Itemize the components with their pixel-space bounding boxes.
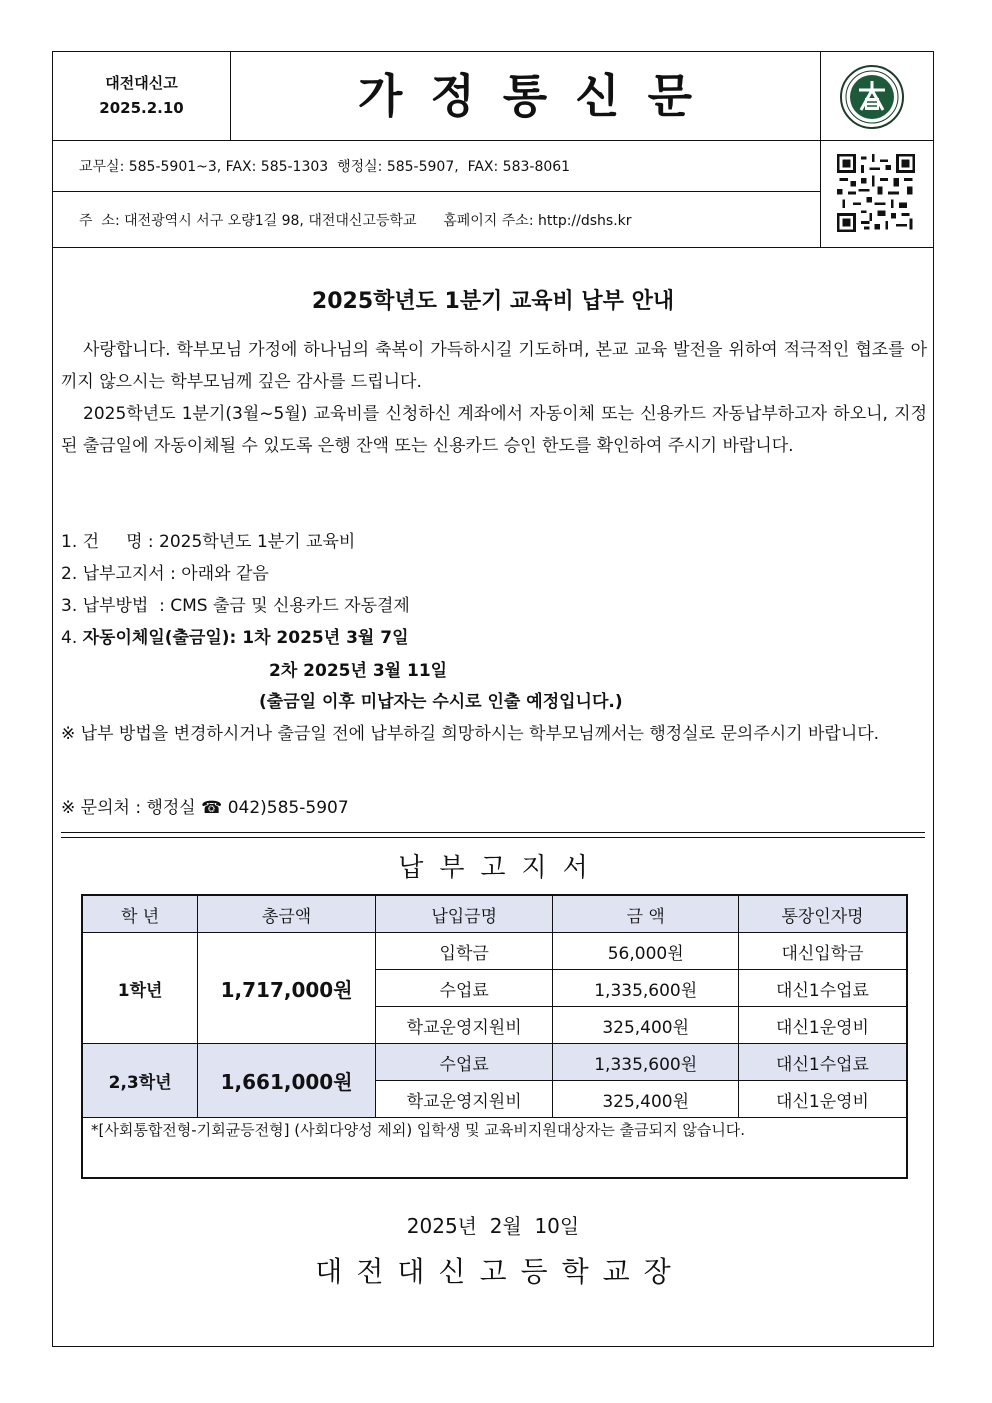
- grade-1-total: 1,717,000원: [198, 933, 376, 1044]
- letter-header: [53, 52, 933, 248]
- list-item-bill: 2. 납부고지서 : 아래와 같음: [61, 564, 269, 584]
- list-item-number: 4.: [61, 628, 83, 648]
- change-remark: ※ 납부 방법을 변경하시거나 출금일 전에 납부하길 희망하시는 학부모님께서는 행정실로 문의주시기 바랍니다.: [61, 724, 880, 744]
- item-amount: 56,000원: [553, 933, 739, 970]
- page-title: 가정통신문: [357, 69, 721, 123]
- item-name: 입학금: [375, 933, 552, 970]
- table-row: [82, 933, 907, 970]
- list-item-method: 3. 납부방법 : CMS 출금 및 신용카드 자동결제: [61, 596, 410, 616]
- bill-table: [81, 894, 908, 1118]
- table-row: [82, 1044, 907, 1081]
- item-account: 대신1운영비: [739, 1007, 907, 1044]
- item-account: 대신1수업료: [739, 970, 907, 1007]
- issue-date: 2025.2.10: [99, 99, 184, 117]
- bill-footnote: *[사회통합전형-기회균등전형] (사회다양성 제외) 입학생 및 교육비지원대상자는 출금되지 않습니다.: [81, 1112, 908, 1179]
- item-account: 대신1수업료: [739, 1044, 907, 1081]
- bill-title: 납부고지서: [398, 853, 604, 883]
- item-name: 수업료: [375, 1044, 552, 1081]
- school-address: 주 소: 대전광역시 서구 오량1길 98, 대전대신고등학교 홈페이지 주소: http://dshs.kr: [79, 213, 632, 229]
- debit-date-note: (출금일 이후 미납자는 수시로 인출 예정입니다.): [259, 692, 623, 712]
- list-item-subject: 1. 건 명 : 2025학년도 1분기 교육비: [61, 532, 356, 552]
- debit-date-second: 2차 2025년 3월 11일: [269, 661, 448, 681]
- header-account: 통장인자명: [739, 895, 907, 933]
- inquiry-line: [61, 793, 349, 818]
- qr-code-icon: [837, 154, 915, 232]
- document-frame: [52, 51, 934, 1347]
- contact-numbers: 교무실: 585-5901~3, FAX: 585-1303 행정실: 585-5907, FAX: 583-8061: [79, 159, 571, 175]
- grade-23-cell: 2,3학년: [82, 1044, 198, 1118]
- item-account: 대신입학금: [739, 933, 907, 970]
- item-name: 수업료: [375, 970, 552, 1007]
- phone-icon: ☎: [201, 798, 223, 818]
- principal-signature: 대전대신고등학교장: [315, 1255, 685, 1288]
- greeting-paragraph: 사랑합니다. 학부모님 가정에 하나님의 축복이 가득하시길 기도하며, 본교 교육 발전을 위하여 적극적인 협조를 아끼지 않으시는 학부모님께 깊은 감사를 드립니다.: [61, 340, 927, 392]
- table-header-row: [82, 895, 907, 933]
- grade-23-total: 1,661,000원: [198, 1044, 376, 1118]
- header-amount: 금 액: [553, 895, 739, 933]
- school-name: 대전대신고: [105, 74, 178, 92]
- item-account: 대신1운영비: [739, 1081, 907, 1118]
- grade-1-cell: 1학년: [82, 933, 198, 1044]
- school-emblem-icon: [839, 64, 905, 130]
- header-total: 총금액: [198, 895, 376, 933]
- item-amount: 325,400원: [553, 1081, 739, 1118]
- debit-date-first: 자동이체일(출금일): 1차 2025년 3월 7일: [82, 628, 409, 648]
- header-grade: 학 년: [82, 895, 198, 933]
- list-item-debit-date: [61, 623, 409, 648]
- item-name: 학교운영지원비: [375, 1081, 552, 1118]
- section-divider: [61, 832, 925, 838]
- header-item: 납입금명: [375, 895, 552, 933]
- inquiry-label: ※ 문의처 : 행정실: [61, 798, 202, 818]
- payment-paragraph: 2025학년도 1분기(3월~5월) 교육비를 신청하신 계좌에서 자동이체 또는 신용카드 자동납부하고자 하오니, 지정된 출금일에 자동이체될 수 있도록 은행 잔액 또는 신용카드 승인 한도를 확인하여 주시기 바랍니다.: [61, 404, 927, 456]
- letter-date: 2025년 2월 10일: [406, 1214, 580, 1238]
- inquiry-phone: 042)585-5907: [222, 798, 349, 818]
- notice-title: 2025학년도 1분기 교육비 납부 안내: [311, 289, 675, 314]
- item-name: 학교운영지원비: [375, 1007, 552, 1044]
- item-amount: 325,400원: [553, 1007, 739, 1044]
- school-info-box: [53, 52, 230, 140]
- item-amount: 1,335,600원: [553, 1044, 739, 1081]
- item-amount: 1,335,600원: [553, 970, 739, 1007]
